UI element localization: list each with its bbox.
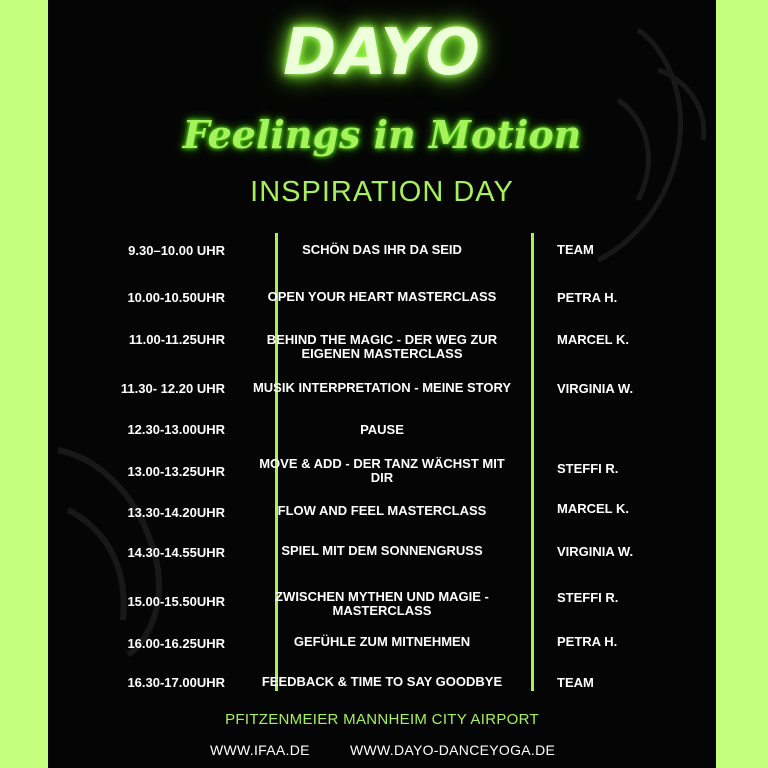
schedule-speaker: TEAM (557, 675, 594, 690)
event-subtitle: Feelings in Motion (182, 112, 582, 157)
schedule-time: 11.30- 12.20 UHR (120, 381, 225, 396)
venue-location: PFITZENMEIER MANNHEIM CITY AIRPORT (225, 711, 539, 728)
schedule-time: 13.00-13.25UHR (127, 464, 225, 479)
schedule-speaker: VIRGINIA W. (557, 381, 634, 396)
dayo-website-link[interactable]: WWW.DAYO-DANCEYOGA.DE (350, 742, 556, 758)
schedule-session: MUSIK INTERPRETATION - MEINE STORY (252, 380, 512, 395)
schedule-time: 16.00-16.25UHR (127, 636, 225, 651)
leaf-silhouette-decoration (48, 420, 208, 660)
schedule-session: ZWISCHEN MYTHEN UND MAGIE - MASTERCLASS (275, 589, 489, 618)
schedule-speaker: MARCEL K. (557, 501, 629, 516)
schedule-time: 11.00-11.25UHR (128, 332, 225, 347)
schedule-time: 16.30-17.00UHR (127, 675, 225, 690)
schedule-speaker: PETRA H. (557, 290, 618, 305)
schedule-time: 14.30-14.55UHR (127, 545, 225, 560)
schedule-session: SPIEL MIT DEM SONNENGRUSS (281, 543, 483, 558)
schedule-session: SCHÖN DAS IHR DA SEID (302, 242, 462, 257)
schedule-speaker: PETRA H. (557, 634, 618, 649)
schedule-time: 13.30-14.20UHR (127, 505, 225, 520)
schedule-speaker: STEFFI R. (557, 461, 619, 476)
event-tagline: INSPIRATION DAY (250, 176, 514, 208)
schedule-session: MOVE & ADD - DER TANZ WÄCHST MIT DIR (259, 456, 505, 485)
schedule-speaker: VIRGINIA W. (557, 544, 634, 559)
poster (48, 0, 716, 768)
schedule-session: OPEN YOUR HEART MASTERCLASS (267, 289, 497, 304)
schedule-session: BEHIND THE MAGIC - DER WEG ZUR EIGENEN MASTERCLASS (266, 332, 498, 361)
schedule-speaker: MARCEL K. (557, 332, 629, 347)
schedule-time: 15.00-15.50UHR (127, 594, 225, 609)
schedule-session: PAUSE (360, 422, 404, 437)
schedule-time: 10.00-10.50UHR (127, 290, 225, 305)
column-divider-right (531, 233, 534, 691)
ifaa-website-link[interactable]: WWW.IFAA.DE (210, 742, 310, 758)
schedule-session: GEFÜHLE ZUM MITNEHMEN (293, 634, 471, 649)
event-title: DAYO (283, 16, 481, 90)
schedule-time: 9.30–10.00 UHR (128, 243, 225, 258)
schedule-session: FLOW AND FEEL MASTERCLASS (277, 503, 487, 518)
schedule-time: 12.30-13.00UHR (127, 422, 225, 437)
schedule-speaker: TEAM (557, 242, 594, 257)
schedule-speaker: STEFFI R. (557, 590, 619, 605)
schedule-session: FEEDBACK & TIME TO SAY GOODBYE (261, 674, 503, 689)
